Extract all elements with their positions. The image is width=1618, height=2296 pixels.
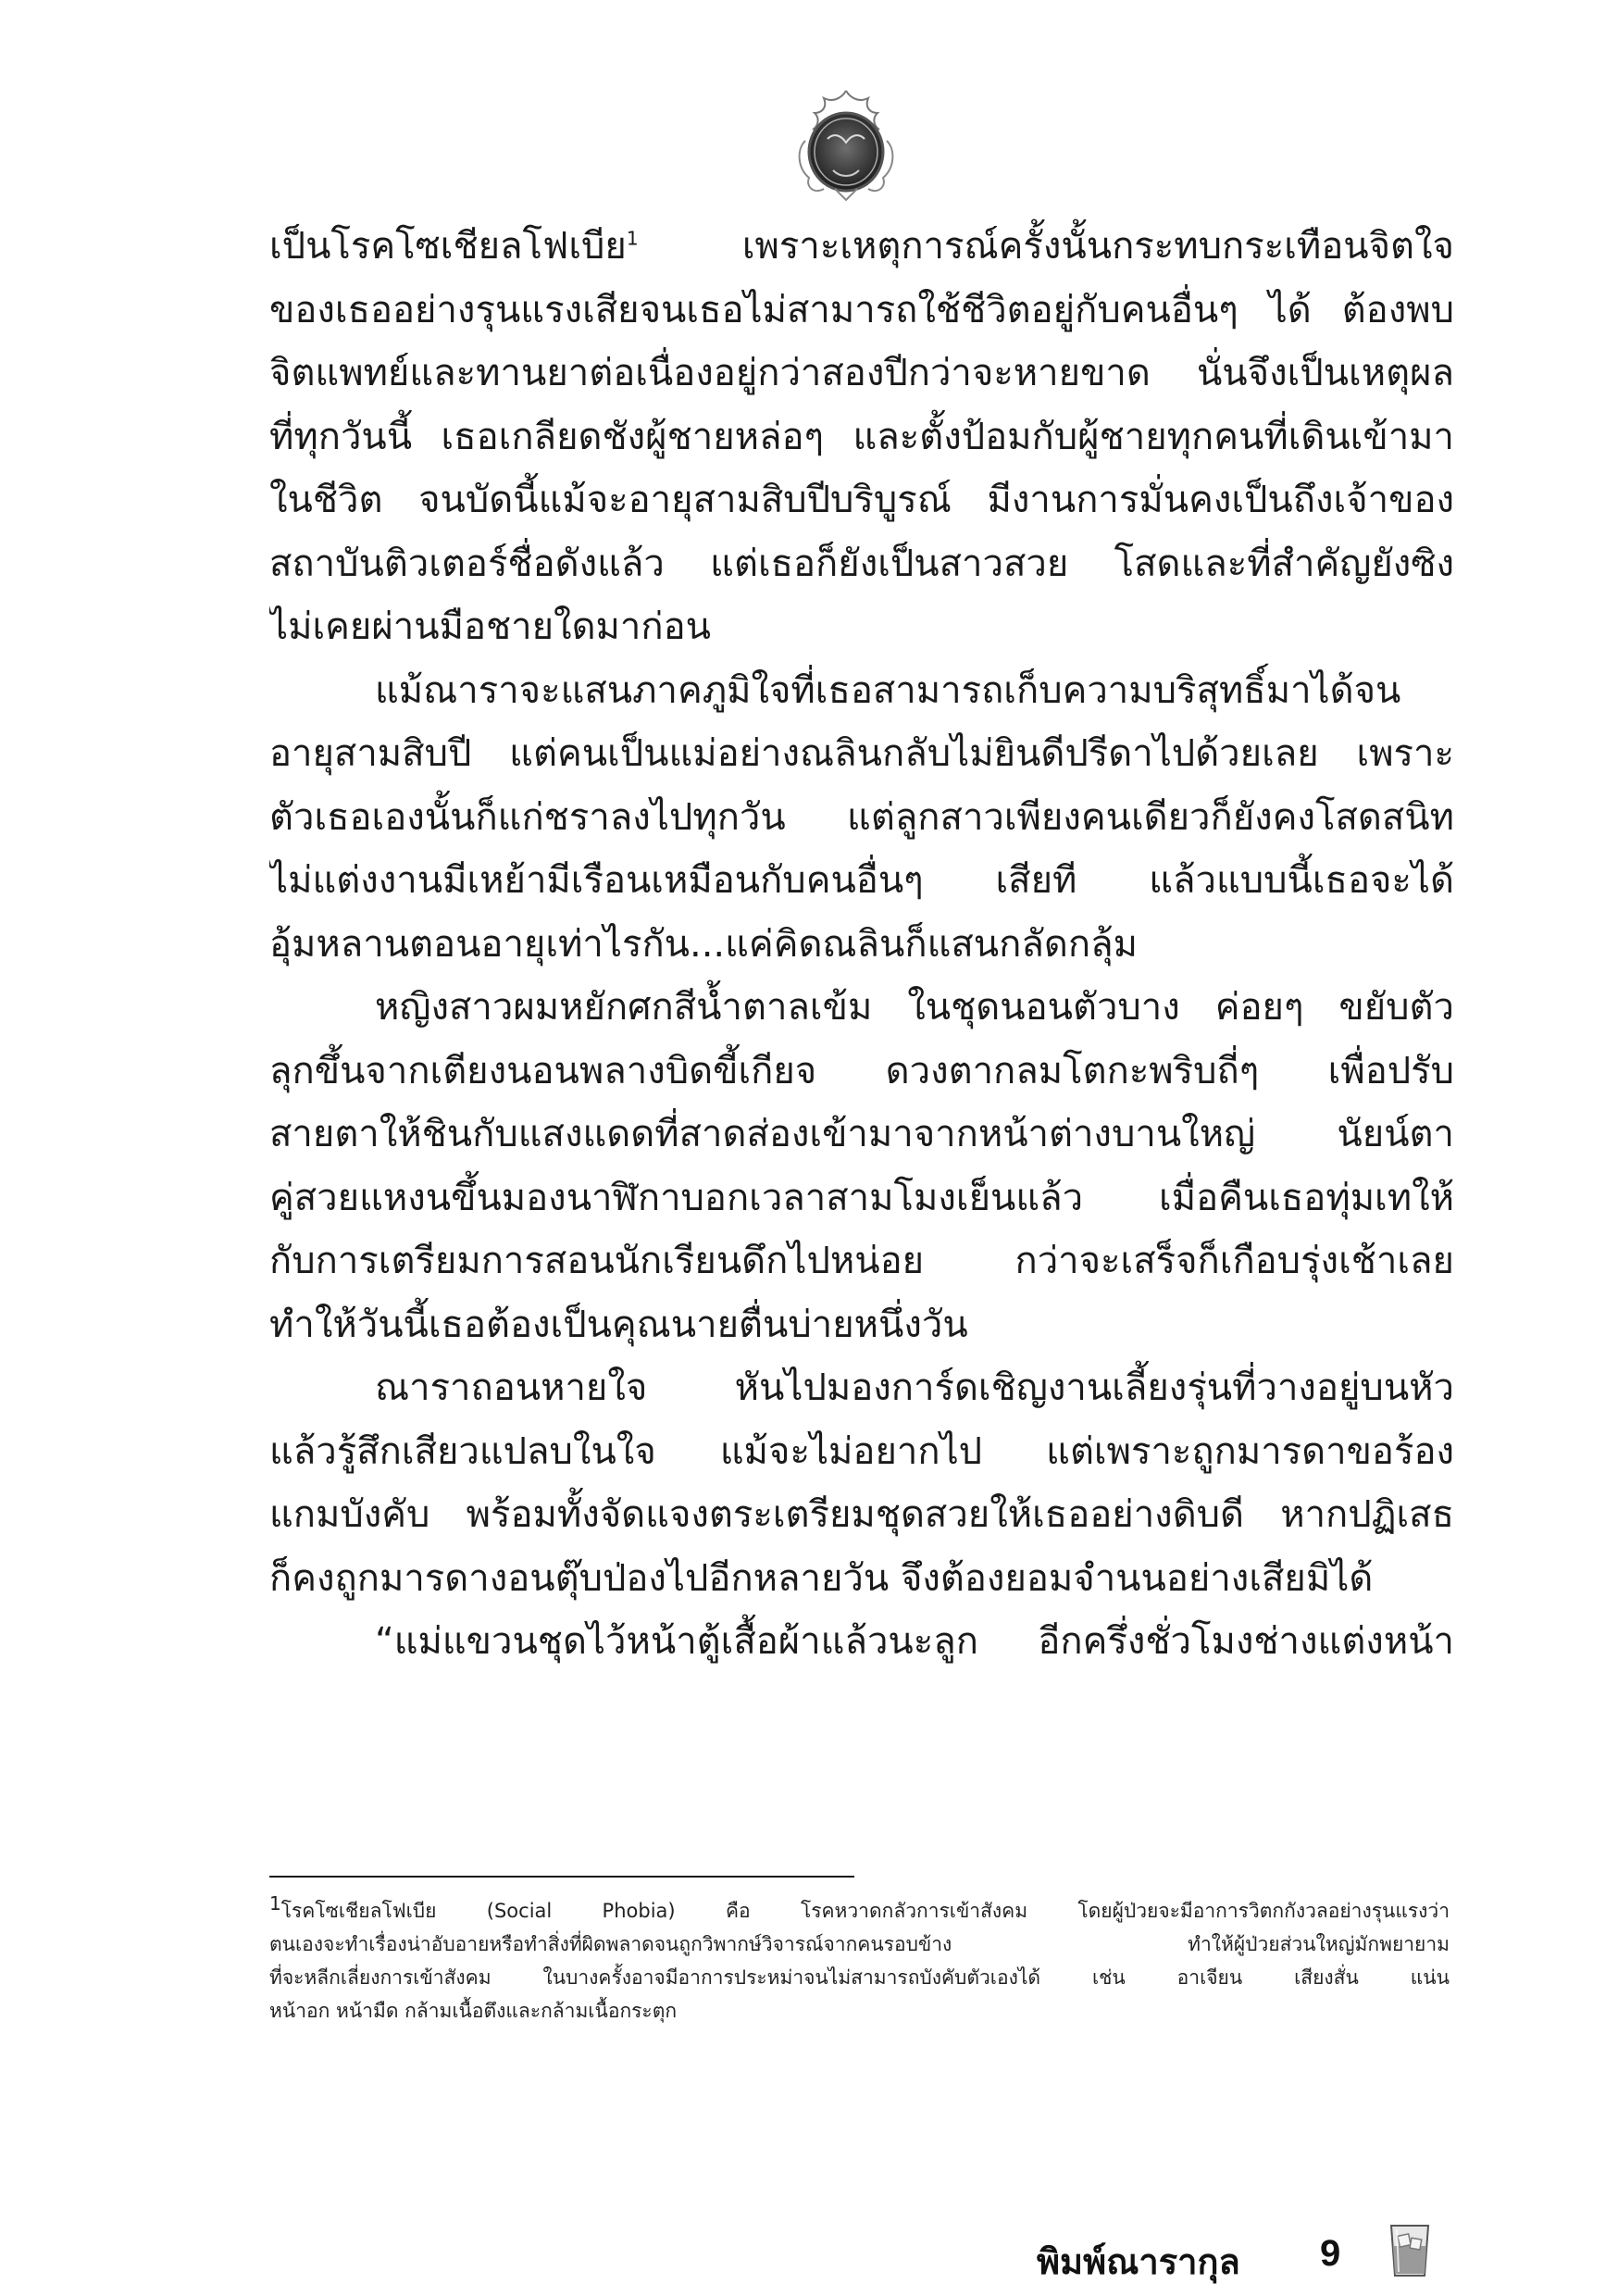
text-line: เป็นโรคโซเชียลโฟเบีย$^1$ เพราะเหตุการณ์ครั้งนั้นกระทบกระเทือนจิตใจ xyxy=(269,225,1454,268)
page-number: 9 xyxy=(1320,2233,1341,2274)
text-line: กับการเตรียมการสอนนักเรียนดึกไปหน่อย กว่าจะเสร็จก็เกือบรุ่งเช้าเลย xyxy=(269,1240,1454,1282)
text-line: สถาบันติวเตอร์ชื่อดังแล้ว แต่เธอก็ยังเป็นสาวสวย โสดและที่สำคัญยังซิง xyxy=(269,542,1454,585)
text-line: แล้วรู้สึกเสียวแปลบในใจ แม้จะไม่อยากไป แต่เพราะถูกมารดาขอร้อง xyxy=(269,1429,1454,1473)
text-line: ทำให้วันนี้เธอต้องเป็นคุณนายตื่นบ่ายหนึ่งวัน xyxy=(269,1303,968,1346)
text-line: ตัวเธอเองนั้นก็แก่ชราลงไปทุกวัน แต่ลูกสาวเพียงคนเดียวก็ยังคงโสดสนิท xyxy=(269,795,1454,839)
paragraph xyxy=(269,659,1454,977)
footnote-line: ที่จะหลีกเลี่ยงการเข้าสังคม ในบางครั้งอาจมีอาการประหม่าจนไม่สามารถบังคับตัวเองได้ เช่น อาเจียน เสียงสั่น แน่น xyxy=(269,1966,1450,1989)
paragraph xyxy=(269,1610,1454,1674)
whisky-glass-icon xyxy=(1386,2222,1434,2279)
paragraph xyxy=(269,976,1454,1356)
text-line: ก็คงถูกมารดางอนตุ๊บป่องไปอีกหลายวัน จึงต้องยอมจำนนอย่างเสียมิได้ xyxy=(269,1556,1374,1600)
text-line: ลุกขึ้นจากเตียงนอนพลางบิดขี้เกียจ ดวงตากลมโตกะพริบถี่ๆ เพื่อปรับ xyxy=(269,1049,1454,1092)
text-line: คู่สวยแหงนขึ้นมองนาฬิกาบอกเวลาสามโมงเย็นแล้ว เมื่อคืนเธอทุ่มเทให้ xyxy=(269,1176,1454,1219)
footnote-reference: 1 xyxy=(626,227,639,250)
footnote-divider xyxy=(269,1876,854,1878)
text-line: แกมบังคับ พร้อมทั้งจัดแจงตระเตรียมชุดสวยให้เธออย่างดิบดี หากปฏิเสธ xyxy=(269,1493,1454,1536)
text-line: ไม่แต่งงานมีเหย้ามีเรือนเหมือนกับคนอื่นๆ เสียที แล้วแบบนี้เธอจะได้ xyxy=(269,859,1454,902)
footnote-line: หน้าอก หน้ามืด กล้ามเนื้อตึงและกล้ามเนื้อกระตุก xyxy=(269,2000,678,2022)
text-line: อายุสามสิบปี แต่คนเป็นแม่อย่างณลินกลับไม่ยินดีปรีดาไปด้วยเลย เพราะ xyxy=(269,732,1454,775)
footnote-line: $^1$โรคโซเชียลโฟเบีย (Social Phobia) คือ โรคหวาดกลัวการเข้าสังคม โดยผู้ป่วยจะมีอาการวิตกกังวลอย่างรุนแรงว่า xyxy=(269,1894,1450,1922)
text-line: ในชีวิต จนบัดนี้แม้จะอายุสามสิบปีบริบูรณ์ มีงานการมั่นคงเป็นถึงเจ้าของ xyxy=(269,479,1454,521)
text-line: แม้ณาราจะแสนภาคภูมิใจที่เธอสามารถเก็บความบริสุทธิ์มาได้จน xyxy=(375,668,1401,712)
ornamental-crest-icon xyxy=(787,85,905,204)
text-line: “แม่แขวนชุดไว้หน้าตู้เสื้อผ้าแล้วนะลูก อีกครึ่งชั่วโมงช่างแต่งหน้า xyxy=(375,1620,1454,1663)
text-line: ณาราถอนหายใจ หันไปมองการ์ดเชิญงานเลี้ยงรุ่นที่วางอยู่บนหัว xyxy=(375,1366,1454,1409)
footnote-line: ตนเองจะทำเรื่องน่าอับอายหรือทำสิ่งที่ผิดพลาดจนถูกวิพากษ์วิจารณ์จากคนรอบข้าง ทำให้ผู้ป่วยส่วนใหญ่มักพยายาม xyxy=(269,1933,1450,1955)
footnote xyxy=(269,1894,1450,2028)
text-line: อุ้มหลานตอนอายุเท่าไรกัน...แค่คิดณลินก็แสนกลัดกลุ้ม xyxy=(269,922,1138,966)
text-line: จิตแพทย์และทานยาต่อเนื่องอยู่กว่าสองปีกว่าจะหายขาด นั่นจึงเป็นเหตุผล xyxy=(269,352,1454,394)
body-text xyxy=(269,215,1454,1674)
text-line: ที่ทุกวันนี้ เธอเกลียดชังผู้ชายหล่อๆ และตั้งป้อมกับผู้ชายทุกคนที่เดินเข้ามา xyxy=(269,415,1454,458)
footnote-marker: 1 xyxy=(269,1894,281,1915)
text-line: ของเธออย่างรุนแรงเสียจนเธอไม่สามารถใช้ชีวิตอยู่กับคนอื่นๆ ได้ ต้องพบ xyxy=(269,288,1454,331)
text-line: หญิงสาวผมหยักศกสีน้ำตาลเข้ม ในชุดนอนตัวบาง ค่อยๆ ขยับตัว xyxy=(375,986,1454,1029)
paragraph xyxy=(269,215,1454,659)
text-line: ไม่เคยผ่านมือชายใดมาก่อน xyxy=(269,605,711,648)
paragraph xyxy=(269,1356,1454,1610)
running-footer-title: พิมพ์ณารากุล xyxy=(1037,2241,1240,2282)
text-line: สายตาให้ชินกับแสงแดดที่สาดส่องเข้ามาจากหน้าต่างบานใหญ่ นัยน์ตา xyxy=(269,1113,1454,1155)
